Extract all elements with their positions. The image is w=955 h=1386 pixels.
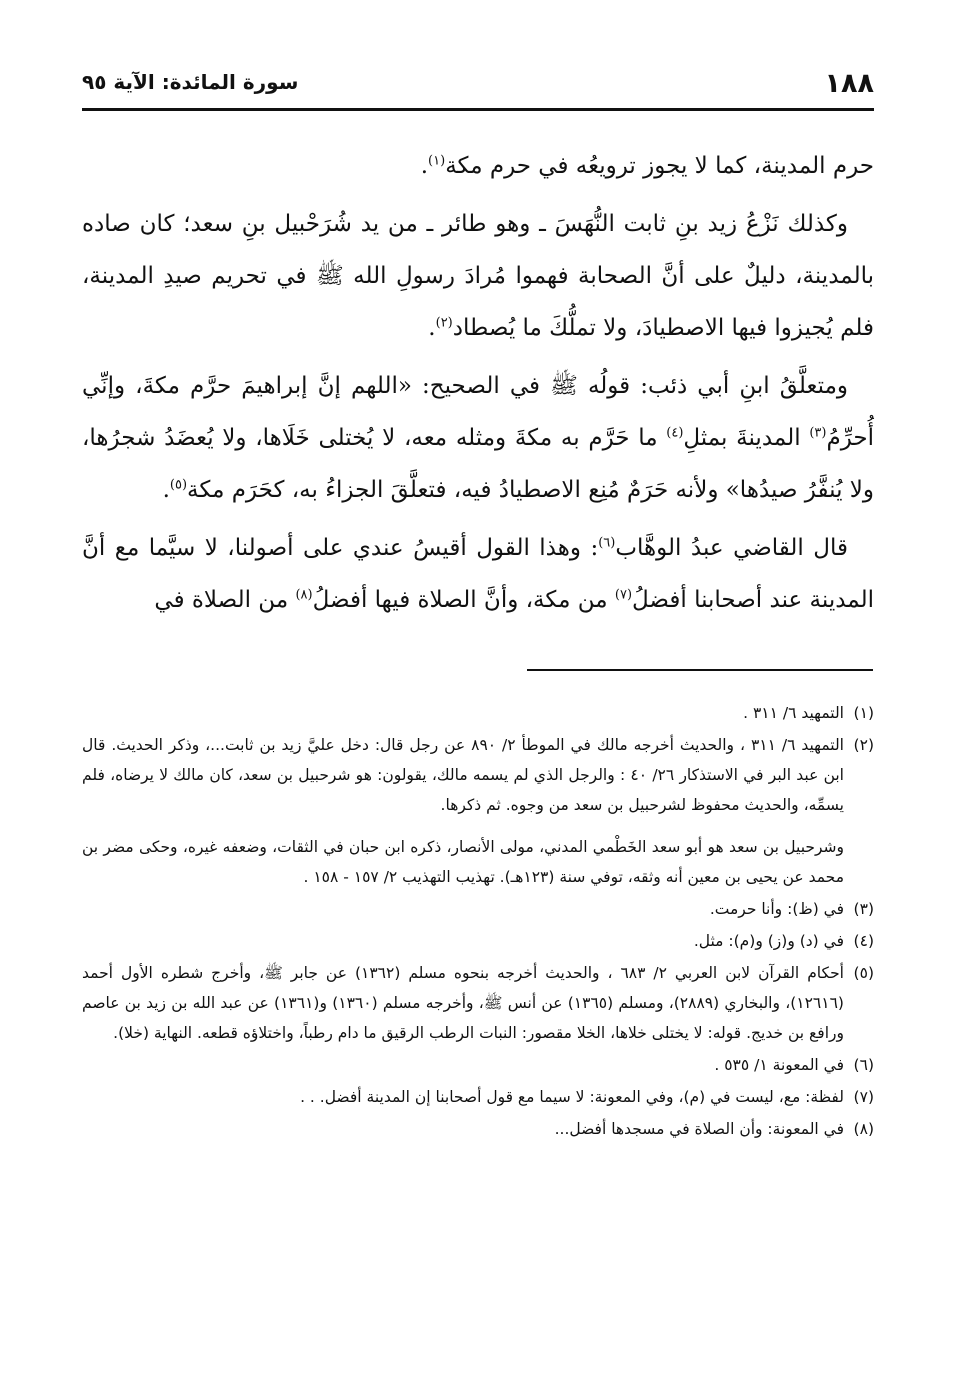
footnote-ref[interactable]: (١) (428, 153, 446, 169)
footnote: (٥) أحكام القرآن لابن العربي ٢/ ٦٨٣ ، والحديث أخرجه بنحوه مسلم (١٣٦٢) عن جابر ﷺ، وأخرج شطره الأول أحمد (١٢٦١٦)، والبخاري (٢٨٨٩)، ومسلم (١٣٦٥) عن أنس ﷺ، وأخرجه مسلم (١٣٦٠) و(١٣٦١) عن عبد الله بن زيد بن عاصم ورافع بن خديج. قوله: لا يختلى خلاها، الخلا مقصور: النبات الرطب الرقيق ما دام رطباً، واختلاؤه قطعه. النهاية (خلا). (82, 958, 874, 1048)
paragraph: ومتعلَّقُ ابنِ أبي ذئب: قولُه ﷺ في الصحيح: «اللهم إنَّ إبراهيمَ حرَّم مكةَ، وإنِّي أُحرِّمُ$^{(٣)}$ المدينةَ بمثلِ$^{(٤)}$ ما حَرَّم به مكةَ ومثله معه، لا يُختلى خَلَاها، ولا يُعضَدُ شجرُها، ولا يُنفَّرُ صيدُها» ولأنه حَرَمٌ مُنِع الاصطيادُ فيه، فتعلَّقَ الجزاءُ به، كحَرَم مكة$^{(٥)}$. (82, 373, 874, 503)
footnote-continuation: وشرحبيل بن سعد هو أبو سعد الخَطْمي المدني، مولى الأنصار، ذكره ابن حبان في الثقات، وضعفه غيره، وحكى مضر بن محمد عن يحيى بن معين أنه وثقه، توفي سنة (١٢٣هـ). تهذيب التهذيب ٢/ ١٥٧ - ١٥٨ . (82, 838, 844, 886)
paragraph: قال القاضي عبدُ الوهَّاب$^{(٦)}$: وهذا القول أقيسُ عندي على أصولنا، لا سيَّما مع أنَّ المدينة عند أصحابنا أفضلُ$^{(٧)}$ من مكة، وأنَّ الصلاة فيها أفضلُ$^{(٨)}$ من الصلاة في (82, 535, 874, 613)
paragraph: حرم المدينة، كما لا يجوز ترويعُه في حرم مكة$^{(١)}$. (420, 153, 874, 179)
footnote-number: (٥) (853, 964, 874, 982)
footnotes (82, 698, 874, 1146)
page-number: ١٨٨ (824, 68, 874, 99)
footnote: (٣) في (ظ): وأنا حرمت. (82, 894, 874, 924)
footnote-number: (١) (853, 704, 874, 722)
footnote-ref[interactable]: (٥) (169, 477, 188, 493)
footnote: (٢) التمهيد ٦/ ٣١١ ، والحديث أخرجه مالك في الموطأ ٢/ ٨٩٠ عن رجل قال: دخل عليَّ زيد بن ثابت...، وذكر الحديث. قال ابن عبد البر في الاستذكار ٢٦/ ٤٠ : والرجل الذي لم يسمه مالك، يقولون: هو شرحبيل بن سعد، كان مالك لا يرضاه، فلم يسمِّه، والحديث محفوظ لشرحبيل بن سعد من وجوه. ثم ذكرها. وشرحبيل بن سعد هو أبو سعد الخَطْمي المدني، مولى الأنصار، ذكره ابن حبان في الثقات، وضعفه غيره، وحكى مضر بن محمد عن يحيى بن معين أنه وثقه، توفي سنة (١٢٣هـ). تهذيب التهذيب ٢/ ١٥٧ - ١٥٨ . (82, 730, 874, 892)
footnote: (٧) لفظة: مع، ليست في (م)، وفي المعونة: لا سيما مع قول أصحابنا إن المدينة أفضل. . . (82, 1082, 874, 1112)
running-title: سورة المائدة: الآية ٩٥ (82, 70, 299, 94)
footnote-number: (٧) (853, 1088, 874, 1106)
footnote: (١) التمهيد ٦/ ٣١١ . (82, 698, 874, 728)
footnote-ref[interactable]: (٣) (809, 425, 827, 441)
footnote-separator (527, 669, 873, 671)
footnote: (٤) في (د) و(ز) و(م): مثل. (82, 926, 874, 956)
paragraph: وكذلك نَزْعُ زيد بنِ ثابت النُّهَسَ ـ وهو طائر ـ من يد شُرَحْبيل بنِ سعد؛ كان صاده بالمدينة، دليلٌ على أنَّ الصحابة فهموا مُرادَ رسولِ الله ﷺ في تحريم صيدِ المدينة، فلم يُجيزوا فيها الاصطيادَ، ولا تملُّكَ ما يُصطاد$^{(٢)}$. (82, 211, 874, 341)
page-header (82, 64, 874, 111)
main-text (82, 140, 874, 632)
footnote: (٨) في المعونة: وأن الصلاة في مسجدها أفضل... (82, 1114, 874, 1144)
footnote-number: (٨) (853, 1120, 874, 1138)
footnote: (٦) في المعونة ١/ ٥٣٥ . (82, 1050, 874, 1080)
footnote-ref[interactable]: (٢) (435, 315, 453, 331)
footnote-number: (٦) (853, 1056, 874, 1074)
footnote-number: (٢) (853, 736, 874, 754)
footnote-number: (٤) (853, 932, 874, 950)
footnote-ref[interactable]: (٨) (295, 587, 313, 603)
footnote-ref[interactable]: (٧) (614, 587, 633, 603)
footnote-ref[interactable]: (٤) (666, 425, 684, 441)
footnote-number: (٣) (853, 900, 874, 918)
footnote-ref[interactable]: (٦) (598, 535, 616, 551)
